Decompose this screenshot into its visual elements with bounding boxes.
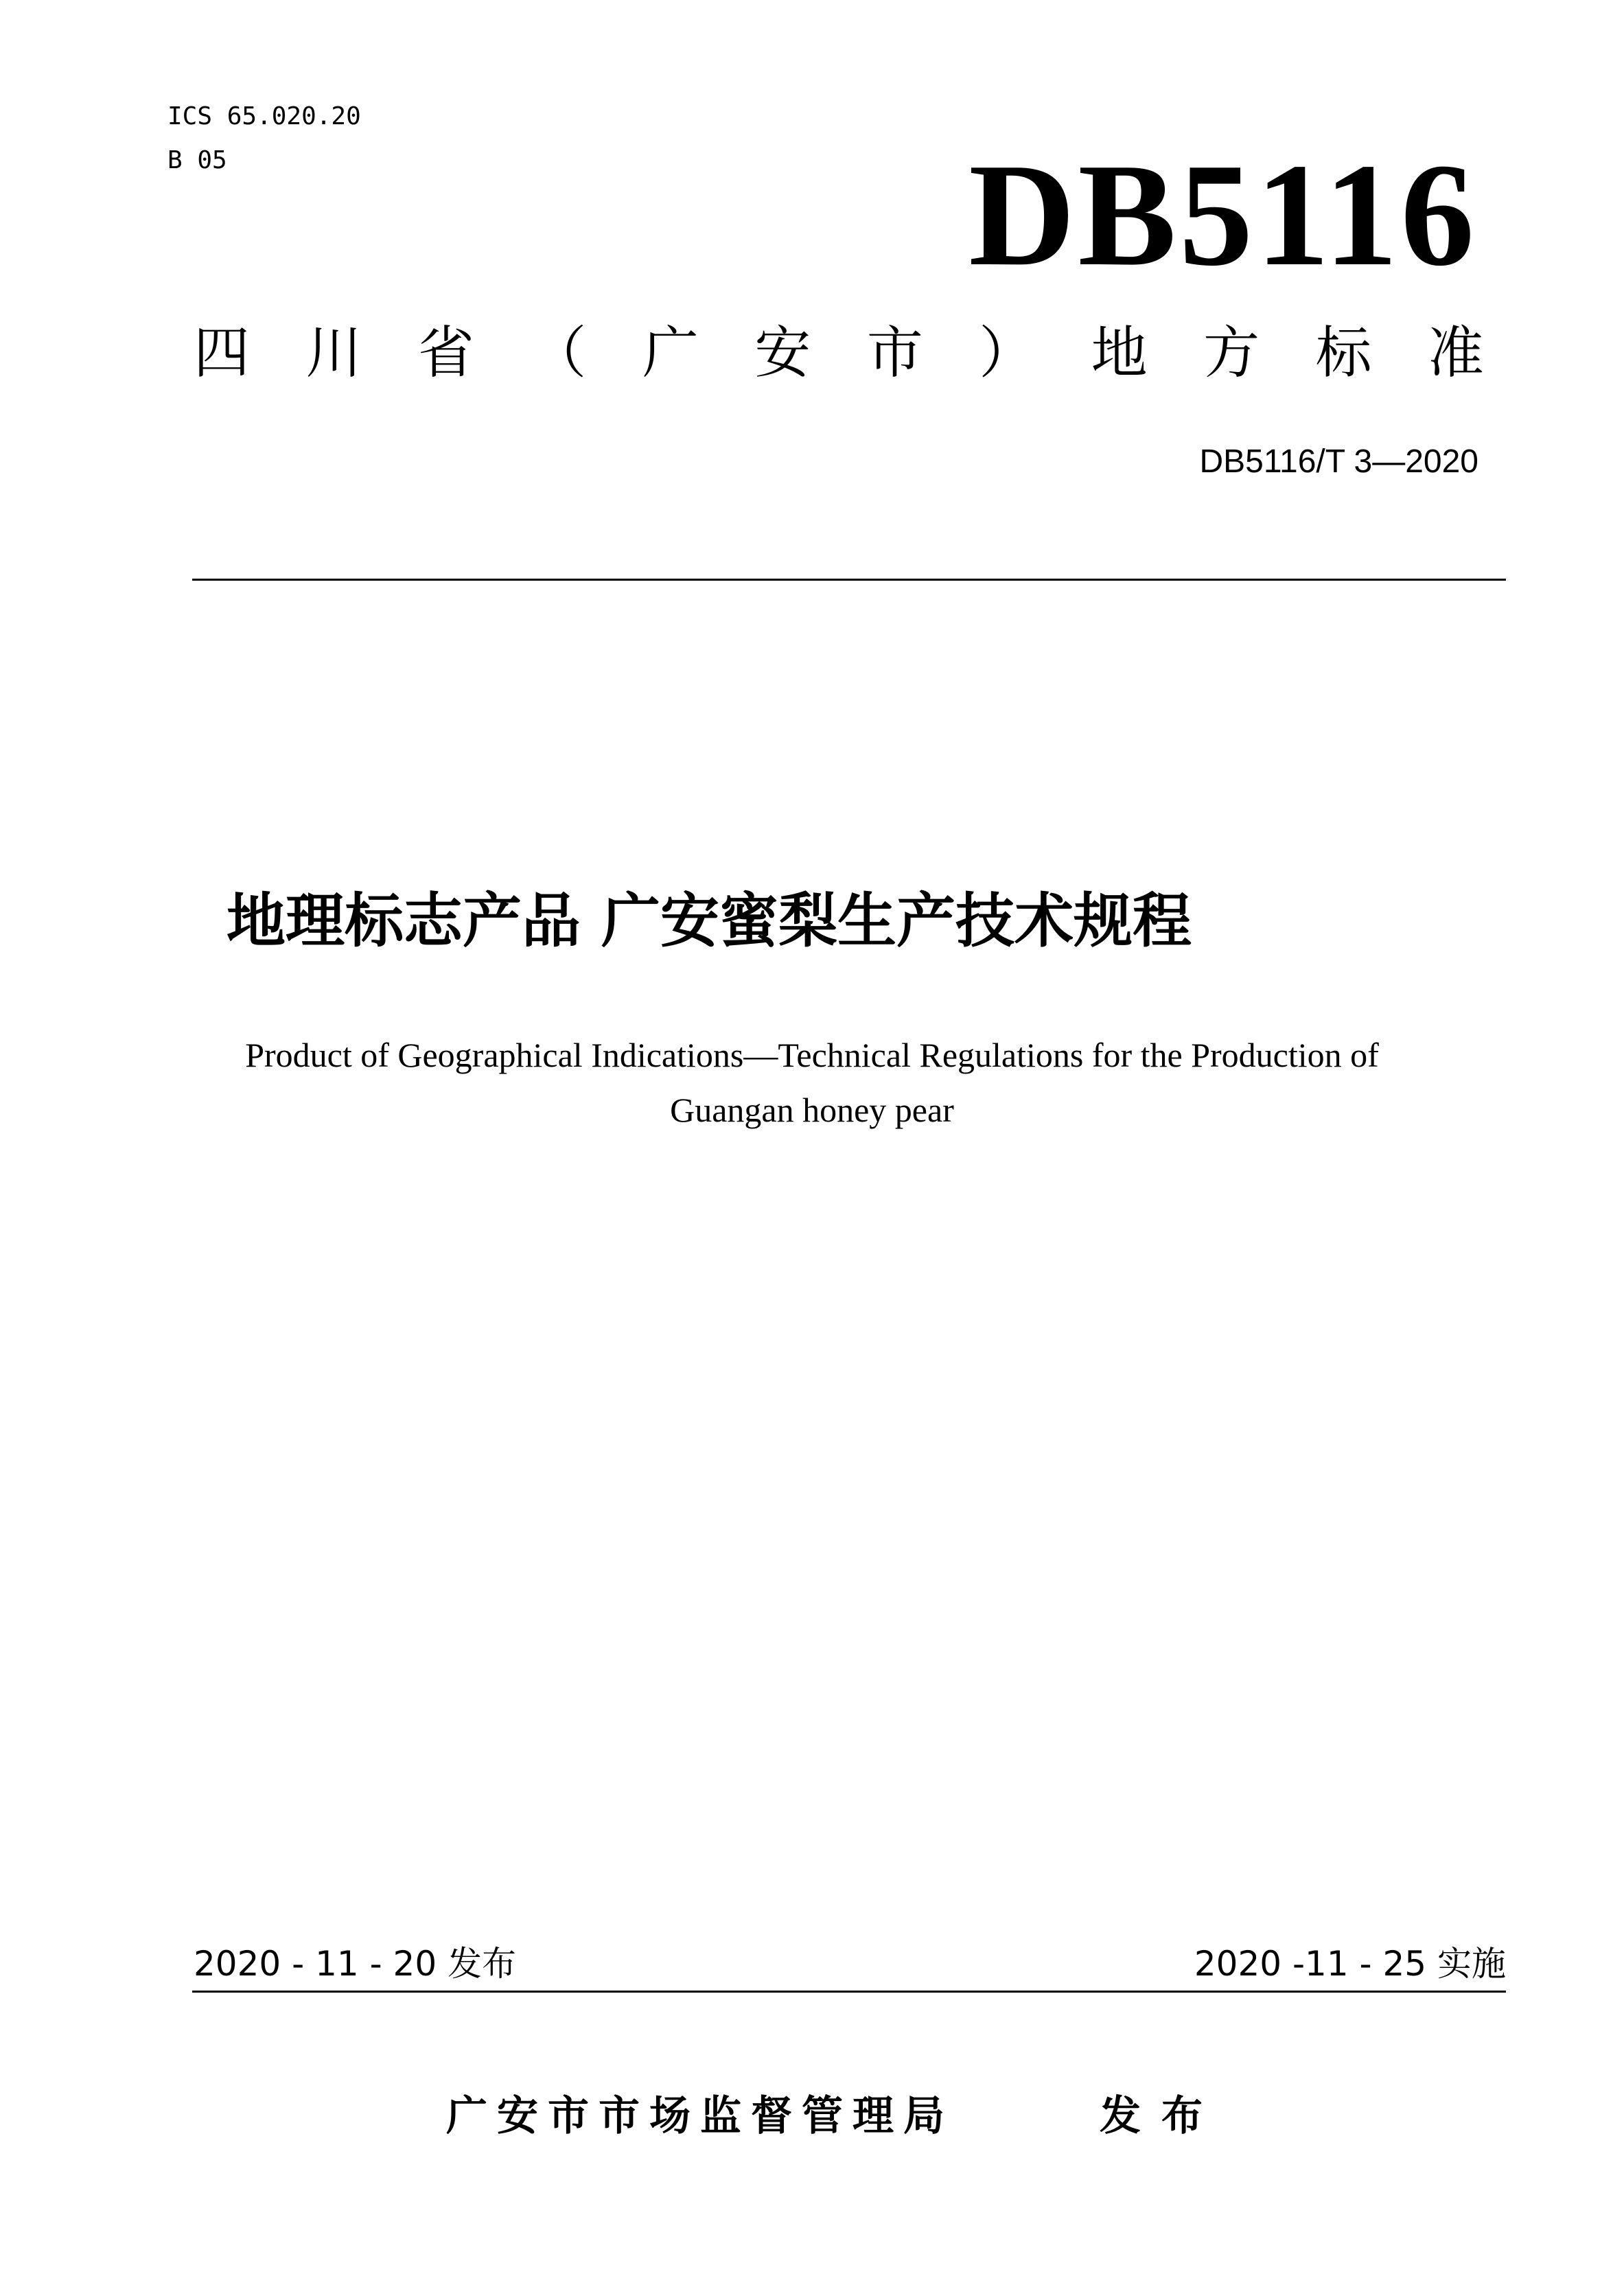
title-english-line: Product of Geographical Indications—Technical Regulations for the Production of xyxy=(245,1036,1379,1074)
title-english xyxy=(137,1028,1487,1137)
category-char: （ xyxy=(530,321,587,386)
ccs-code: B 05 xyxy=(167,146,227,174)
issuing-authority: 广安市市场监督管理局 xyxy=(446,2092,954,2140)
category-char: 广 xyxy=(642,321,699,386)
category-char: 安 xyxy=(754,321,811,386)
category-char: 准 xyxy=(1427,321,1484,386)
category-char: 标 xyxy=(1315,321,1372,386)
title-chinese: 地理标志产品 广安蜜梨生产技术规程 xyxy=(227,887,1192,955)
category-char: 地 xyxy=(1091,321,1148,386)
title-english-line: Guangan honey pear xyxy=(670,1091,954,1129)
ics-code: ICS 65.020.20 xyxy=(167,102,361,130)
category-char: ） xyxy=(979,321,1036,386)
category-char: 四 xyxy=(194,321,251,386)
category-char: 川 xyxy=(305,321,362,386)
header-divider xyxy=(192,579,1506,581)
footer-divider xyxy=(192,1991,1506,1993)
implementation-date: 2020 -11 - 25 实施 xyxy=(1194,1944,1506,1984)
standard-number: DB5116/T 3—2020 xyxy=(1199,443,1478,480)
issue-date: 2020 - 11 - 20 发布 xyxy=(194,1944,517,1984)
category-char: 市 xyxy=(866,321,923,386)
standard-code-large: DB5116 xyxy=(968,132,1477,297)
category-char: 方 xyxy=(1203,321,1260,386)
standard-category xyxy=(194,319,1484,388)
category-char: 省 xyxy=(417,321,474,386)
issue-action: 发布 xyxy=(1100,2092,1223,2140)
